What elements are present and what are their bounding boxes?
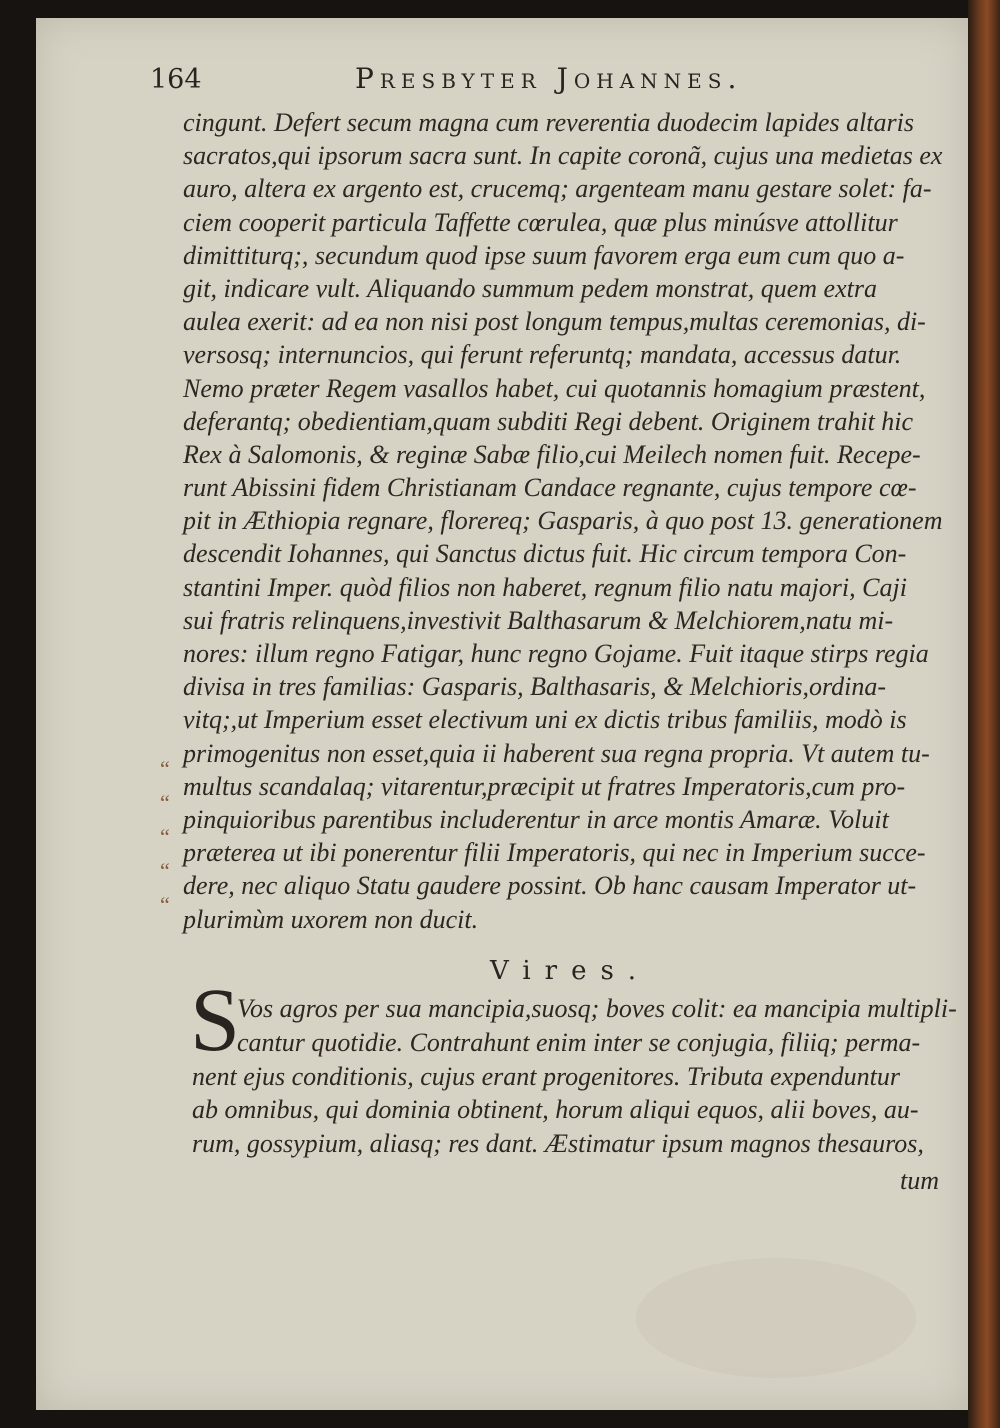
text-line: Vos agros per sua mancipia,suosq; boves colit: ea mancipia multipli- xyxy=(237,994,957,1023)
section-body-text xyxy=(192,992,962,1161)
margin-mark: “ xyxy=(160,858,170,883)
text-line: dimittiturq;, secundum quod ipse suum favorem erga eum cum quo a- xyxy=(183,240,905,270)
text-line: nores: illum regno Fatigar, hunc regno Gojame. Fuit itaque stirps regia xyxy=(183,639,929,668)
margin-mark: “ xyxy=(160,756,170,781)
text-line: vitq;,ut Imperium esset electivum uni ex dictis tribus familiis, modò is xyxy=(183,705,907,735)
text-line: sui fratris relinquens,investivit Balthasarum & Melchiorem,natu mi- xyxy=(183,605,894,635)
text-line: sacratos,qui ipsorum sacra sunt. In capite coronã, cujus una medietas ex xyxy=(183,141,943,171)
drop-initial: S xyxy=(190,971,241,1070)
text-line: ab omnibus, qui dominia obtinent, horum aliqui equos, alii boves, au- xyxy=(192,1095,919,1125)
margin-quotation-marks xyxy=(160,752,170,922)
catchword: tum xyxy=(900,1166,939,1195)
text-line: rum, gossypium, aliasq; res dant. Æstimatur ipsum magnos thesauros, xyxy=(192,1129,924,1159)
text-line: Nemo præter Regem vasallos habet, cui quotannis homagium præstent, xyxy=(183,373,926,403)
margin-mark: “ xyxy=(160,892,170,917)
text-line: deferantq; obedientiam,quam subditi Regi debent. Originem trahit hic xyxy=(183,406,914,436)
text-line: Rex à Salomonis, & reginæ Sabæ filio,cui Meilech nomen fuit. Recepe- xyxy=(183,439,921,469)
margin-mark: “ xyxy=(160,824,170,849)
text-line: plurimùm uxorem non ducit. xyxy=(183,904,479,934)
section-heading: Vires. xyxy=(490,956,651,986)
body-text xyxy=(183,106,973,936)
text-line: cantur quotidie. Contrahunt enim inter se conjugia, filiiq; perma- xyxy=(237,1027,921,1057)
text-line: pit in Æthiopia regnare, florereq; Gasparis, à quo post 13. generationem xyxy=(183,506,943,536)
text-line: versosq; internuncios, qui ferunt referuntq; mandata, accessus datur. xyxy=(183,340,902,370)
page-number: 164 xyxy=(150,64,202,95)
text-line: præterea ut ibi ponerentur filii Imperatoris, qui nec in Imperium succe- xyxy=(183,838,926,868)
text-line: divisa in tres familias: Gasparis, Balthasaris, & Melchioris,ordina- xyxy=(183,672,886,702)
paper-stain xyxy=(636,1258,916,1378)
running-title: Presbyter Johannes. xyxy=(355,62,743,95)
text-line: descendit Iohannes, qui Sanctus dictus fuit. Hic circum tempora Con- xyxy=(183,539,907,569)
text-line: dere, nec aliquo Statu gaudere possint. Ob hanc causam Imperator ut- xyxy=(183,871,917,901)
text-line: ciem cooperit particula Taffette cœrulea, quæ plus minúsve attollitur xyxy=(183,207,898,237)
text-line: nent ejus conditionis, cujus erant progenitores. Tributa expenduntur xyxy=(192,1061,900,1091)
text-line: git, indicare vult. Aliquando summum pedem monstrat, quem extra xyxy=(183,273,877,303)
text-line: auro, altera ex argento est, crucemq; argenteam manu gestare solet: fa- xyxy=(183,174,932,204)
running-head xyxy=(150,62,850,102)
text-line: pinquioribus parentibus includerentur in arce montis Amaræ. Voluit xyxy=(183,804,889,834)
text-line: stantini Imper. quòd filios non haberet, regnum filio natu majori, Caji xyxy=(183,572,907,602)
text-line: cingunt. Defert secum magna cum reverentia duodecim lapides altaris xyxy=(183,108,914,137)
text-line: primogenitus non esset,quia ii haberent sua regna propria. Vt autem tu- xyxy=(183,738,930,768)
text-line: multus scandalaq; vitarentur,præcipit ut fratres Imperatoris,cum pro- xyxy=(183,771,906,801)
text-line: aulea exerit: ad ea non nisi post longum tempus,multas ceremonias, di- xyxy=(183,307,926,337)
margin-mark: “ xyxy=(160,790,170,815)
text-line: runt Abissini fidem Christianam Candace regnante, cujus tempore cœ- xyxy=(183,473,917,503)
